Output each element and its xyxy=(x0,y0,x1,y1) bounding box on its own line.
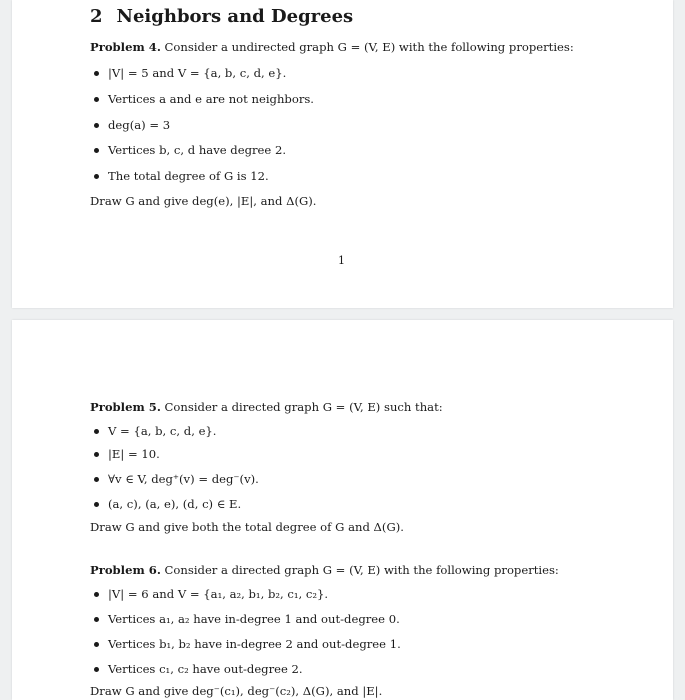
problem-6-item xyxy=(94,587,328,601)
problem-5-item-text: (a, c), (a, e), (d, c) ∈ E. xyxy=(108,497,242,511)
page-number: 1 xyxy=(338,254,345,267)
problem-6-label: Problem 6. xyxy=(90,563,161,577)
document-page-2 xyxy=(12,320,673,700)
problem-6-item xyxy=(94,612,400,626)
problem-4-item-text: Vertices b, c, d have degree 2. xyxy=(108,143,287,157)
bullet-icon xyxy=(94,92,108,106)
problem-4-item xyxy=(94,143,286,157)
bullet-icon xyxy=(94,66,108,80)
problem-6-item xyxy=(94,637,401,651)
problem-6-item xyxy=(94,662,303,676)
problem-4-item xyxy=(94,66,286,80)
problem-4-item-text: The total degree of G is 12. xyxy=(108,169,269,183)
problem-4-label: Problem 4. xyxy=(90,40,161,54)
problem-4-task: Draw G and give deg(e), |E|, and Δ(G). xyxy=(90,194,317,208)
problem-4-item-text: Vertices a and e are not neighbors. xyxy=(108,92,314,106)
problem-6-item-text: Vertices b₁, b₂ have in-degree 2 and out-degree 1. xyxy=(108,637,401,651)
problem-6-statement xyxy=(90,563,559,577)
problem-4-statement xyxy=(90,40,574,54)
problem-5-item-text: V = {a, b, c, d, e}. xyxy=(108,424,217,438)
document-page-1 xyxy=(12,0,673,308)
problem-5-item xyxy=(94,497,241,511)
bullet-icon xyxy=(94,424,108,438)
bullet-icon xyxy=(94,118,108,132)
problem-5-item xyxy=(94,447,160,461)
bullet-icon xyxy=(94,169,108,183)
bullet-icon xyxy=(94,587,108,601)
problem-5-item-text: ∀v ∈ V, deg⁺(v) = deg⁻(v). xyxy=(108,472,259,486)
problem-4-item-text: deg(a) = 3 xyxy=(108,118,171,132)
problem-5-intro: Consider a directed graph G = (V, E) such that: xyxy=(164,400,443,414)
problem-6-item-text: Vertices c₁, c₂ have out-degree 2. xyxy=(108,662,303,676)
bullet-icon xyxy=(94,447,108,461)
problem-4-item-text: |V| = 5 and V = {a, b, c, d, e}. xyxy=(108,66,287,80)
problem-4-item xyxy=(94,118,170,132)
problem-6-task: Draw G and give deg⁻(c₁), deg⁻(c₂), Δ(G), and |E|. xyxy=(90,684,383,698)
problem-5-task: Draw G and give both the total degree of G and Δ(G). xyxy=(90,520,404,534)
problem-5-item-text: |E| = 10. xyxy=(108,447,160,461)
problem-4-item xyxy=(94,92,314,106)
problem-6-item-text: Vertices a₁, a₂ have in-degree 1 and out-degree 0. xyxy=(108,612,400,626)
problem-5-label: Problem 5. xyxy=(90,400,161,414)
bullet-icon xyxy=(94,472,108,486)
bullet-icon xyxy=(94,143,108,157)
section-number: 2 xyxy=(90,6,103,27)
problem-5-statement xyxy=(90,400,443,414)
bullet-icon xyxy=(94,612,108,626)
problem-4-intro: Consider a undirected graph G = (V, E) with the following properties: xyxy=(164,40,574,54)
problem-6-item-text: |V| = 6 and V = {a₁, a₂, b₁, b₂, c₁, c₂}. xyxy=(108,587,329,601)
section-heading xyxy=(90,6,353,27)
bullet-icon xyxy=(94,497,108,511)
problem-5-item xyxy=(94,472,259,486)
bullet-icon xyxy=(94,662,108,676)
problem-4-item xyxy=(94,169,269,183)
bullet-icon xyxy=(94,637,108,651)
problem-6-intro: Consider a directed graph G = (V, E) with the following properties: xyxy=(164,563,559,577)
section-title: Neighbors and Degrees xyxy=(116,6,354,27)
problem-5-item xyxy=(94,424,217,438)
